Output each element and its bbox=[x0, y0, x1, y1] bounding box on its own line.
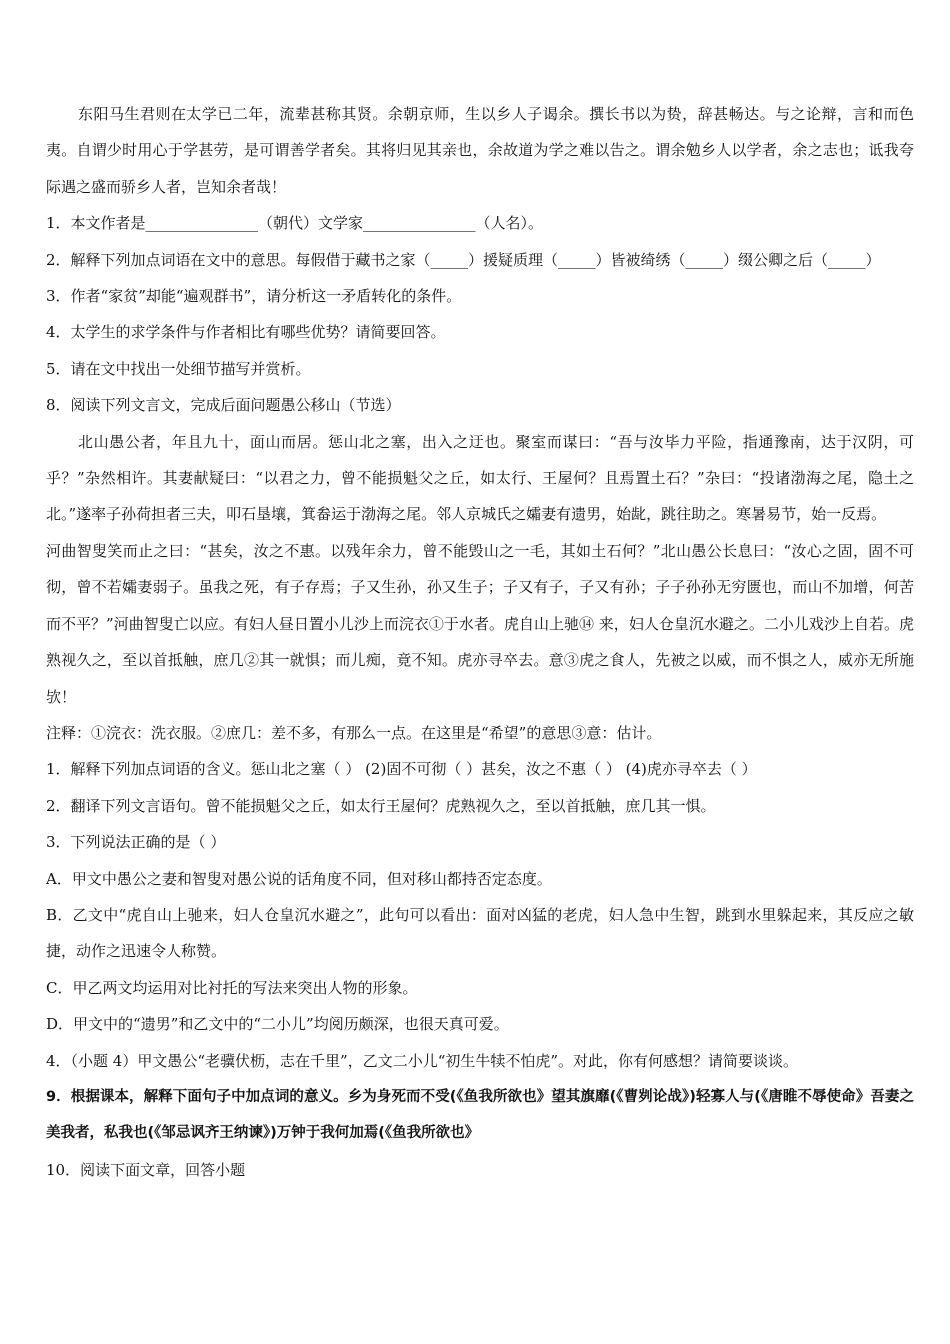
passage-paragraph-1: 东阳马生君则在太学已二年，流辈甚称其贤。余朝京师，生以乡人子谒余。撰长书以为贽，辞甚畅达。与之论辩，言和而色夷。自谓少时用心于学甚劳，是可谓善学者矣。其将归见其亲也，余故道为学之难以告之。谓余勉乡人以学者，余之志也；诋我夸际遇之盛而骄乡人者，岂知余者哉！ bbox=[46, 105, 914, 196]
question-10: 10．阅读下面文章，回答小题 bbox=[46, 1160, 246, 1179]
sub-question-1: 1．解释下列加点词语的含义。惩山北之塞（ ） (2)固不可彻（ ）甚矣，汝之不惠（ ） (4)虎亦寻卒去（ ） bbox=[46, 760, 757, 779]
question-2-line: 2．解释下列加点词语在文中的意思。每假借于藏书之家（_____）援疑质理（_____）皆被绮绣（_____）缀公卿之后（_____） bbox=[46, 250, 881, 269]
question-4-line: 4．太学生的求学条件与作者相比有哪些优势？请简要回答。 bbox=[46, 323, 446, 342]
question-9: 9．根据课本，解释下面句子中加点词的意义。乡为身死而不受(《鱼我所欲也》望其旗靡(《曹刿论战》)轻寡人与(《唐睢不辱使命》吾妻之美我者，私我也(《邹忌讽齐王纳谏》)万钟于我何加焉(《鱼我所欲也》 bbox=[46, 1088, 914, 1142]
sub-question-2: 2．翻译下列文言语句。曾不能损魁父之丘，如太行王屋何？虎熟视久之，至以首抵触，庶几其一惧。 bbox=[46, 796, 716, 815]
sub-question-3: 3．下列说法正确的是（ ） bbox=[46, 833, 226, 852]
passage-b-paragraph: 河曲智叟笑而止之曰：“甚矣，汝之不惠。以残年余力，曾不能毁山之一毛，其如土石何？”北山愚公长息曰：“汝心之固，固不可彻，曾不若孀妻弱子。虽我之死，有子存焉；子又生孙，孙又生子；子又有子，子又有孙；子子孙孙无穷匮也，而山不加增，何苦而不平？”河曲智叟亡以应。有妇人昼日置小儿沙上而浣衣①于水者。虎自山上驰⑭ 来，妇人仓皇沉水避之。二小儿戏沙上自若。虎熟视久之，至以首抵触，庶几②其一就惧；而儿痴，竟不知。虎亦寻卒去。意③虎之食人，先被之以威，而不惧之人，威亦无所施欤！ bbox=[46, 541, 914, 706]
sub-question-4: 4．（小题 4）甲文愚公“老骥伏枥，志在千里”，乙文二小儿“初生牛犊不怕虎”。对此，你有何感想？请简要谈谈。 bbox=[46, 1051, 799, 1070]
option-b: B．乙文中“虎自山上驰来，妇人仓皇沉水避之”，此句可以看出：面对凶猛的老虎，妇人急中生智，跳到水里躲起来，其反应之敏捷，动作之迅速令人称赞。 bbox=[46, 905, 914, 961]
option-a: A．甲文中愚公之妻和智叟对愚公说的话角度不同，但对移山都持否定态度。 bbox=[46, 869, 552, 888]
question-1-line: 1．本文作者是_______________（朝代）文学家_______________（人名）。 bbox=[46, 214, 544, 233]
question-5-line: 5．请在文中找出一处细节描写并赏析。 bbox=[46, 359, 311, 378]
question-3-line: 3．作者“家贫”却能“遍观群书”，请分析这一矛盾转化的条件。 bbox=[46, 287, 462, 306]
annotation-line: 注释：①浣衣：洗衣服。②庶几：差不多，有那么一点。在这里是“希望”的意思③意：估计。 bbox=[46, 723, 662, 742]
question-8-heading: 8．阅读下列文言文，完成后面问题愚公移山（节选） bbox=[46, 396, 401, 415]
option-c: C．甲乙两文均运用对比衬托的写法来突出人物的形象。 bbox=[46, 978, 418, 997]
option-d: D．甲文中的“遗男”和乙文中的“二小儿”均阅历颇深，也很天真可爱。 bbox=[46, 1015, 509, 1034]
document-page bbox=[46, 96, 914, 1188]
passage-a-paragraph: 北山愚公者，年且九十，面山而居。惩山北之塞，出入之迂也。聚室而谋曰：“吾与汝毕力平险，指通豫南，达于汉阴，可乎？”杂然相许。其妻献疑曰：“以君之力，曾不能损魁父之丘，如太行、王屋何？且焉置土石？”杂曰：“投诸渤海之尾，隐土之北。”遂率子孙荷担者三夫，叩石垦壤，箕畚运于渤海之尾。邻人京城氏之孀妻有遗男，始龀，跳往助之。寒暑易节，始一反焉。 bbox=[46, 432, 914, 524]
